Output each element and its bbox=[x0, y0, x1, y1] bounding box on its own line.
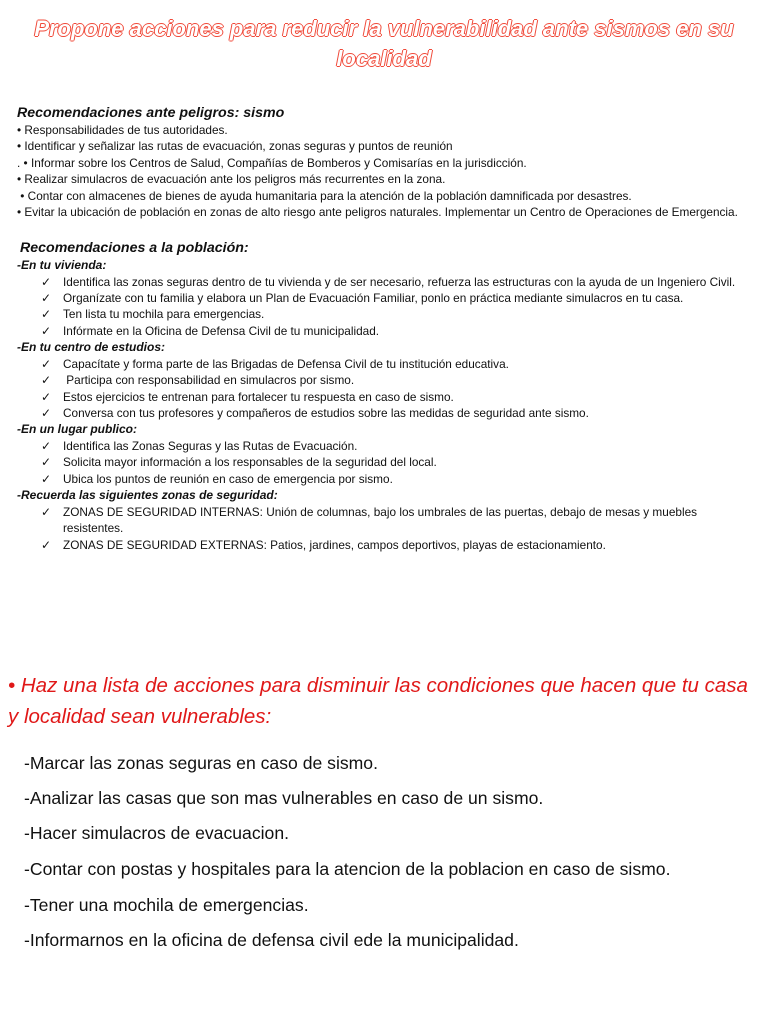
list-item: • Responsabilidades de tus autoridades. bbox=[17, 123, 228, 137]
checklist-item-text: Solicita mayor información a los responsables de la seguridad del local. bbox=[63, 455, 437, 470]
group-label-school: -En tu centro de estudios: bbox=[17, 340, 166, 355]
checklist-item bbox=[17, 471, 741, 487]
checkmark-icon: ✓ bbox=[41, 373, 52, 388]
checklist-item-text: Ubica los puntos de reunión en caso de emergencia por sismo. bbox=[63, 471, 393, 486]
checkmark-icon: ✓ bbox=[41, 356, 52, 371]
list-item: • Contar con almacenes de bienes de ayuda humanitaria para la atención de la población damnificada por desastres. bbox=[17, 188, 632, 203]
checkmark-icon: ✓ bbox=[41, 389, 52, 404]
checkmark-icon: ✓ bbox=[41, 537, 52, 552]
checklist-item-text: Organízate con tu familia y elabora un Plan de Evacuación Familiar, ponlo en práctica mediante simulacros en tu casa. bbox=[63, 291, 684, 305]
group-label-public-place: -En un lugar publico: bbox=[17, 422, 137, 437]
checklist-item bbox=[17, 372, 741, 388]
checklist-item-text: Conversa con tus profesores y compañeros de estudios sobre las medidas de seguridad ante sismo. bbox=[63, 406, 589, 421]
section-heading-hazards: Recomendaciones ante peligros: sismo bbox=[17, 105, 285, 121]
answer-item: -Informarnos en la oficina de defensa civil ede la municipalidad. bbox=[24, 930, 519, 950]
answer-item: -Tener una mochila de emergencias. bbox=[24, 895, 309, 915]
answer-item: -Analizar las casas que son mas vulnerables en caso de un sismo. bbox=[24, 788, 544, 808]
checklist-item-text: ZONAS DE SEGURIDAD EXTERNAS: Patios, jardines, campos deportivos, playas de estacionamiento. bbox=[63, 537, 606, 552]
question-prompt: • Haz una lista de acciones para disminuir las condiciones que hacen que tu casa y localidad sean vulnerables: bbox=[8, 674, 748, 728]
checklist-item bbox=[17, 290, 741, 306]
answer-item: -Hacer simulacros de evacuacion. bbox=[24, 823, 289, 843]
checklist-item bbox=[17, 356, 741, 372]
checklist-item-text: ZONAS DE SEGURIDAD INTERNAS: Unión de columnas, bajo los umbrales de las puertas, debajo de mesas y muebles resistentes. bbox=[63, 504, 698, 536]
checklist-item-text: Identifica las Zonas Seguras y las Rutas de Evacuación. bbox=[63, 439, 358, 454]
list-item: • Realizar simulacros de evacuación ante los peligros más recurrentes en la zona. bbox=[17, 172, 446, 187]
authorities-recommendations bbox=[17, 104, 741, 220]
checklist-item-text: Ten lista tu mochila para emergencias. bbox=[63, 307, 265, 322]
list-item: . • Informar sobre los Centros de Salud, Compañías de Bomberos y Comisarías en la jurisdicción. bbox=[17, 155, 527, 170]
checklist-item bbox=[17, 389, 741, 405]
answer-item: -Contar con postas y hospitales para la atencion de la poblacion en caso de sismo. bbox=[24, 859, 671, 879]
checkmark-icon: ✓ bbox=[41, 307, 52, 322]
checklist-item-text: Identifica las zonas seguras dentro de tu vivienda y de ser necesario, refuerza las estructuras con la ayuda de un Ingeniero Civil. bbox=[63, 274, 736, 289]
checkmark-icon: ✓ bbox=[41, 274, 52, 289]
checklist-item bbox=[17, 405, 741, 421]
section-heading-population: Recomendaciones a la población: bbox=[20, 240, 249, 256]
checklist-item bbox=[17, 454, 741, 470]
checklist-item-text: Capacítate y forma parte de las Brigadas de Defensa Civil de tu institución educativa. bbox=[63, 356, 509, 371]
checklist-item bbox=[17, 504, 741, 537]
population-recommendations bbox=[17, 239, 741, 553]
group-label-home: -En tu vivienda: bbox=[17, 258, 107, 272]
checkmark-icon: ✓ bbox=[41, 471, 52, 486]
list-item: • Evitar la ubicación de población en zonas de alto riesgo ante peligros naturales. Implementar un Centro de Operaciones de Emergencia. bbox=[17, 205, 738, 220]
checkmark-icon: ✓ bbox=[41, 455, 52, 470]
checklist-item-text: Estos ejercicios te entrenan para fortalecer tu respuesta en caso de sismo. bbox=[63, 389, 454, 404]
checklist-item-text: Participa con responsabilidad en simulacros por sismo. bbox=[63, 373, 355, 388]
checklist-item-text: Infórmate en la Oficina de Defensa Civil de tu municipalidad. bbox=[63, 323, 380, 338]
checkmark-icon: ✓ bbox=[41, 504, 52, 519]
list-item: • Identificar y señalizar las rutas de evacuación, zonas seguras y puntos de reunión bbox=[17, 139, 453, 154]
page-title: Propone acciones para reducir la vulnerabilidad ante sismos en su localidad bbox=[34, 16, 734, 71]
checklist-item bbox=[17, 438, 741, 454]
checklist-item bbox=[17, 274, 741, 290]
checkmark-icon: ✓ bbox=[41, 439, 52, 454]
checkmark-icon: ✓ bbox=[41, 323, 52, 338]
checklist-item bbox=[17, 537, 741, 553]
answer-item: -Marcar las zonas seguras en caso de sismo. bbox=[24, 753, 378, 773]
checkmark-icon: ✓ bbox=[41, 406, 52, 421]
checkmark-icon: ✓ bbox=[41, 291, 52, 305]
checklist-item bbox=[17, 323, 741, 339]
checklist-item bbox=[17, 306, 741, 322]
group-label-safety-zones: -Recuerda las siguientes zonas de seguridad: bbox=[17, 488, 278, 503]
